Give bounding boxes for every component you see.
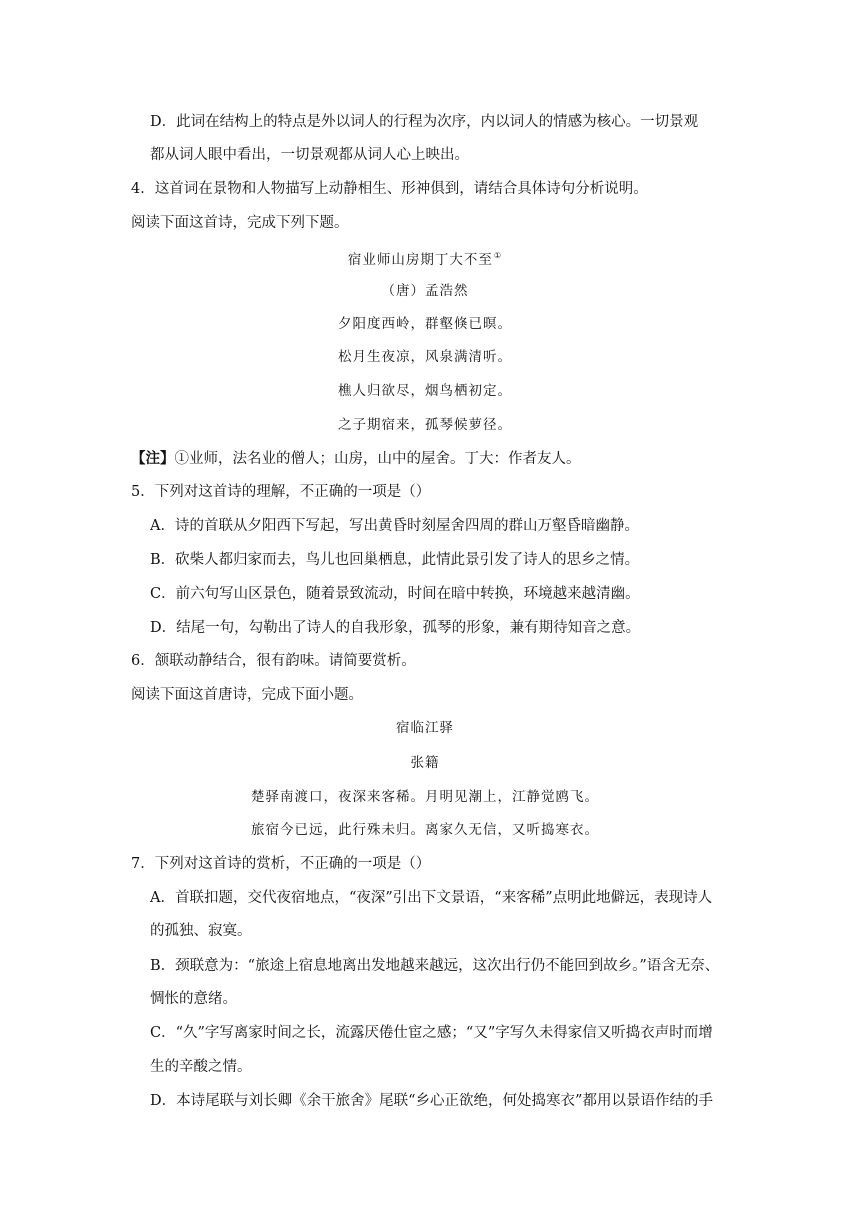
poem2-line: 旅宿今已远，此行殊未归。离家久无信，又听捣寒衣。 bbox=[251, 822, 599, 838]
q5-option-c: C．前六句写山区景色，随着景致流动，时间在暗中转换，环境越来越清幽。 bbox=[150, 586, 640, 602]
note-tag: 【注】 bbox=[131, 450, 175, 467]
q5-option-a: A．诗的首联从夕阳西下写起，写出黄昏时刻屋舍四周的群山万壑昏暗幽静。 bbox=[150, 518, 639, 534]
reading-instruction-1: 阅读下面这首诗，完成下列下题。 bbox=[131, 215, 349, 231]
poem2-title: 宿临江驿 bbox=[396, 720, 454, 736]
q7-option-b-line2: 惆怅的意绪。 bbox=[150, 991, 237, 1007]
q7-option-a-line2: 的孤独、寂寞。 bbox=[150, 923, 252, 939]
poem1-author: （唐）孟浩然 bbox=[381, 283, 469, 299]
q7-option-c-line2: 生的辛酸之情。 bbox=[150, 1059, 252, 1075]
poem1-line: 之子期宿来，孤琴候萝径。 bbox=[338, 417, 512, 433]
question-6: 6．颔联动静结合，很有韵味。请简要赏析。 bbox=[131, 653, 416, 669]
q5-option-d: D．结尾一句，勾勒出了诗人的自我形象，孤琴的形象，兼有期待知音之意。 bbox=[150, 620, 641, 636]
q7-option-d-line1: D．本诗尾联与刘长卿《余干旅舍》尾联“乡心正欲绝，何处捣寒衣”都用以景语作结的手 bbox=[150, 1093, 713, 1109]
poem2-line: 楚驿南渡口，夜深来客稀。月明见潮上，江静觉鸥飞。 bbox=[251, 789, 599, 805]
poem2-author: 张籍 bbox=[410, 755, 440, 771]
poem1-note bbox=[131, 449, 581, 469]
q5-option-b: B．砍柴人都归家而去，鸟儿也回巢栖息，此情此景引发了诗人的思乡之情。 bbox=[150, 552, 640, 568]
reading-instruction-2: 阅读下面这首唐诗，完成下面小题。 bbox=[131, 687, 363, 703]
question-5: 5．下列对这首诗的理解，不正确的一项是（） bbox=[131, 484, 431, 500]
poem1-line: 夕阳度西岭，群壑倏已暝。 bbox=[338, 316, 512, 332]
poem1-footnote-mark: ① bbox=[493, 251, 503, 260]
note-text: ①业师，法名业的僧人；山房，山中的屋舍。丁大：作者友人。 bbox=[174, 451, 581, 467]
q3-option-d-line2: 都从词人眼中看出，一切景观都从词人心上映出。 bbox=[150, 147, 469, 163]
poem1-line: 松月生夜凉，风泉满清听。 bbox=[338, 349, 512, 365]
poem1-line: 樵人归欲尽，烟鸟栖初定。 bbox=[338, 383, 512, 399]
question-7: 7．下列对这首诗的赏析，不正确的一项是（） bbox=[131, 856, 431, 872]
question-4: 4．这首词在景物和人物描写上动静相生、形神俱到，请结合具体诗句分析说明。 bbox=[131, 181, 648, 197]
q7-option-b-line1: B．颈联意为：“旅途上宿息地离出发地越来越远，这次出行仍不能回到故乡。”语含无奈、 bbox=[150, 958, 720, 974]
poem1-title-text: 宿业师山房期丁大不至 bbox=[347, 252, 493, 268]
poem1-title bbox=[0, 246, 850, 270]
q3-option-d-line1: D．此词在结构上的特点是外以词人的行程为次序，内以词人的情感为核心。一切景观 bbox=[150, 114, 699, 130]
q7-option-a-line1: A．首联扣题，交代夜宿地点，“夜深”引出下文景语，“来客稀”点明此地僻远，表现诗人 bbox=[150, 890, 713, 906]
q7-option-c-line1: C．“久”字写离家时间之长，流露厌倦仕宦之感；“又”字写久未得家信又听捣衣声时而增 bbox=[150, 1025, 713, 1041]
